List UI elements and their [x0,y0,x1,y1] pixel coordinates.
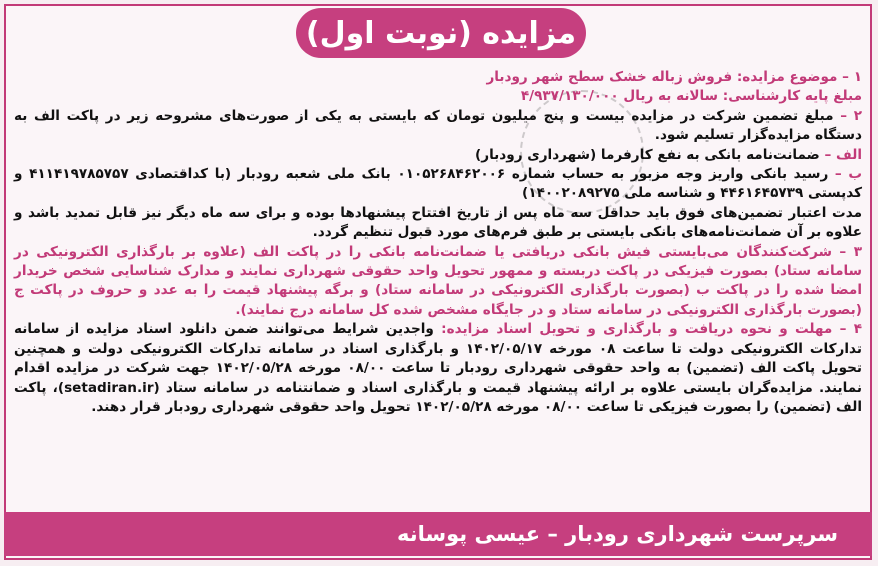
signature-footer [4,512,872,556]
item-1-label: ۱ – موضوع مزایده: [736,69,862,85]
validity-paragraph [14,204,862,243]
item-alef [14,146,862,165]
item-4-text: واجدین شرایط می‌توانند ضمن دانلود اسناد مزایده از سامانه تدارکات الکترونیکی دولت تا ساعت ۰۸ مورخه ۱۴۰۲/۰۵/۱۷ و بارگذاری اسناد در سامانه تدارکات الکترونیکی دولت و همچنین تحویل پاکت الف (تضمین) به واحد حقوقی شهرداری رودبار تا ساعت ۰۸/۰۰ مورخه ۱۴۰۲/۰۵/۲۸ جهت شرکت در مزایده اقدام نمایند. مزایده‌گران بایستی علاوه بر ارائه پیشنهاد قیمت و بارگذاری اسناد و ضمانتنامه در سامانه ستاد (setadiran.ir)، پاکت الف (تضمین) را بصورت فیزیکی تا ساعت ۰۸/۰۰ مورخه ۱۴۰۲/۰۵/۲۸ تحویل واحد حقوقی شهرداری رودبار قرار دهند. [14,321,862,415]
item-3 [14,243,862,321]
item-2 [14,107,862,146]
validity-text: مدت اعتبار تضمین‌های فوق باید حداقل سه ماه پس از تاریخ افتتاح پیشنهادها بوده و برای سه ماه دیگر نیز قابل تمدید باشد و علاوه بر آن ضمانت‌نامه‌های بانکی بایستی بر طبق فرم‌های مورد قبول تنظیم گردد. [14,204,862,241]
item-3-text: ۳ – شرکت‌کنندگان می‌بایستی فیش بانکی دریافتی یا ضمانت‌نامه بانکی را در پاکت الف (علاوه بر بارگذاری الکترونیکی در سامانه ستاد) بصورت فیزیکی در پاکت دربسته و ممهور تحویل واحد حقوقی شهرداری نمایند و مدارک شناسایی شخص خریدار امضا شده را در پاکت ب (بصورت بارگذاری الکترونیکی در سامانه ستاد) و برگه پیشنهاد قیمت را به عدد و حروف در پاکت ج (بصورت بارگذاری الکترونیکی در سامانه ستاد و در جایگاه مشخص شده کل سامانه درج نمایند). [14,243,862,318]
notice-title: مزایده (نوبت اول) [296,8,586,58]
item-be-text: رسید بانکی واریز وجه مزبور به حساب شماره ۰۱۰۵۲۶۸۴۶۲۰۰۶ بانک ملی شعبه رودبار (با کداقتصادی ۴۱۱۴۱۹۷۸۵۷۵۷ و کدپستی ۴۴۶۱۶۴۵۷۳۹ و شناسه ملی ۱۴۰۰۲۰۸۹۲۷۵) [14,166,862,202]
item-be [14,165,862,204]
item-alef-label: الف – [824,146,862,163]
notice-body [14,68,862,508]
item-2-label: ۲ – [840,107,862,124]
item-alef-text: ضمانت‌نامه بانکی به نفع کارفرما (شهرداری رودبار) [475,146,825,163]
item-1-text: فروش زباله خشک سطح شهر رودبار [486,69,737,85]
item-4 [14,320,862,417]
item-1 [14,68,862,87]
item-2-text: مبلغ تضمین شرکت در مزایده بیست و پنج میلیون تومان که بایستی به یکی از صورت‌های مشروحه زیر در پاکت الف به دستگاه مزایده‌گزار تسلیم شود. [14,107,862,144]
signature-text: سرپرست شهرداری رودبار – عیسی پوسانه [396,522,838,546]
item-be-label: ب – [834,166,863,183]
base-price-text: مبلغ پایه کارشناسی: سالانه به ریال ۴/۹۳۷/۱۳۰/۰۰۰ [520,88,862,105]
item-4-label: ۴ – مهلت و نحوه دریافت و بارگذاری و تحویل اسناد مزایده: [441,321,863,338]
base-price [14,87,862,106]
